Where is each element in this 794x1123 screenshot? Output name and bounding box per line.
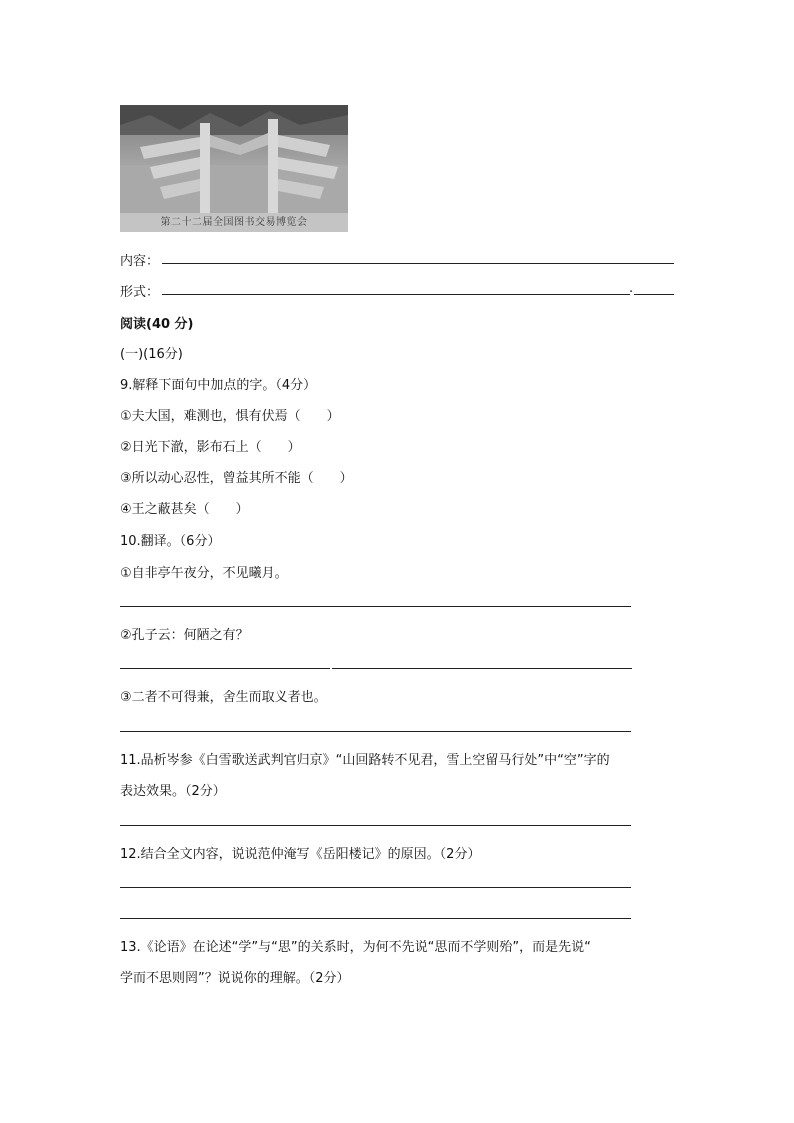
section-title: 阅读(40 分): [120, 317, 194, 332]
content-label: 内容：: [120, 254, 160, 269]
q10-answer-line-3[interactable]: [120, 731, 631, 732]
book-fair-photo: [120, 105, 348, 232]
section-part: (一)(16分): [120, 347, 183, 362]
q9-item: ①夫大国，难测也，惧有伏焉（ ）: [120, 409, 340, 424]
q13-line2: 学而不思则罔”？说说你的理解。（2分）: [120, 971, 350, 986]
content-answer-line[interactable]: [162, 263, 674, 264]
q11-line2: 表达效果。（2分）: [120, 784, 226, 799]
q11-line1: 11.品析岑参《白雪歌送武判官归京》“山回路转不见君，雪上空留马行处”中“空”字的: [120, 753, 610, 768]
q10-stem: 10.翻译。（6分）: [120, 534, 221, 549]
q10-item: ②孔子云：何陋之有？: [120, 628, 249, 643]
q11-answer-line[interactable]: [120, 825, 631, 826]
form-dot: .: [629, 281, 634, 296]
q9-item: ④王之蔽甚矣（ ）: [120, 502, 249, 517]
q10-answer-line-1[interactable]: [120, 606, 631, 607]
q10-item: ①自非亭午夜分，不见曦月。: [120, 566, 288, 581]
photo-caption: 第二十二届全国图书交易博览会: [160, 217, 308, 228]
q10-answer-line-2a[interactable]: [120, 668, 330, 669]
form-answer-line[interactable]: [162, 294, 630, 295]
q13-line1: 13.《论语》在论述“学”与“思”的关系时，为何不先说“思而不学则殆”，而是先说“: [120, 940, 591, 955]
q9-stem: 9.解释下面句中加点的字。（4分）: [120, 378, 317, 393]
q10-answer-line-2b[interactable]: [332, 668, 632, 669]
q9-item: ②日光下澈，影布石上（ ）: [120, 440, 301, 455]
q10-item: ③二者不可得兼，舍生而取义者也。: [120, 690, 327, 705]
q9-item: ③所以动心忍性，曾益其所不能（ ）: [120, 471, 353, 486]
form-answer-line-extra[interactable]: [634, 294, 674, 295]
q12-stem: 12.结合全文内容，说说范仲淹写《岳阳楼记》的原因。（2分）: [120, 847, 481, 862]
form-label: 形式：: [120, 285, 160, 300]
q12-answer-line-1[interactable]: [120, 887, 631, 888]
q12-answer-line-2[interactable]: [120, 918, 631, 919]
